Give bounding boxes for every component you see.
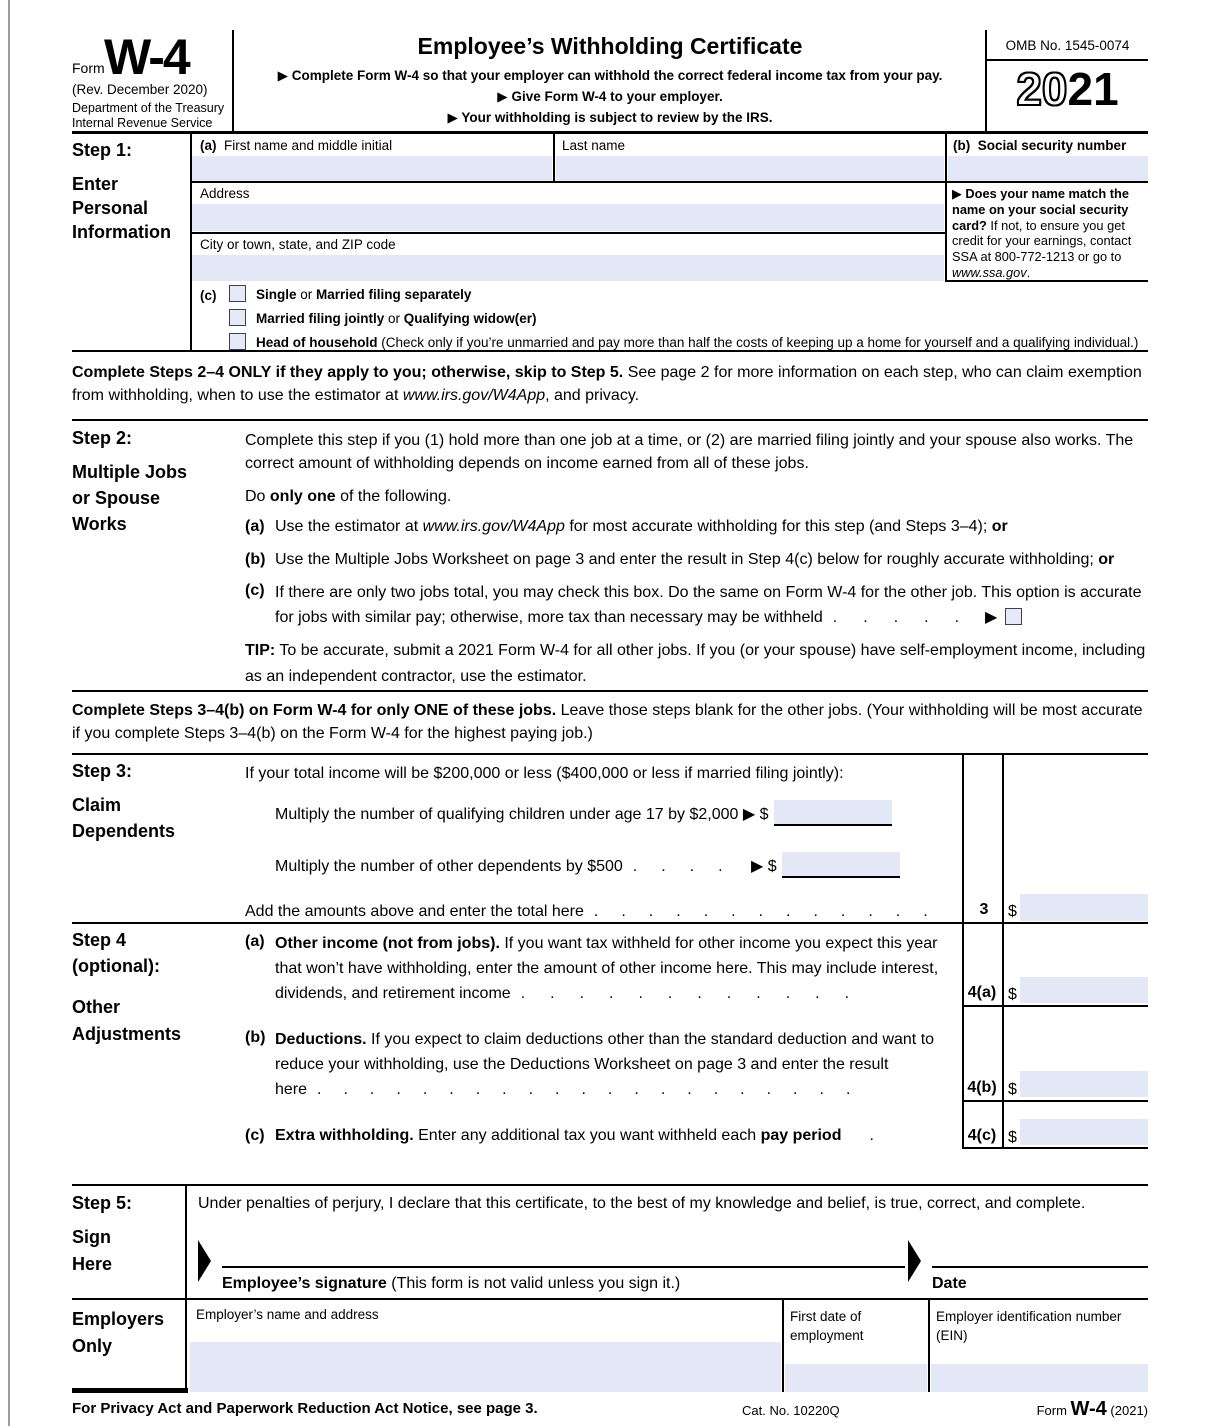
filing-status-married: [256, 311, 537, 326]
step1-ssn-rule: [945, 134, 947, 281]
dollar-sign: $: [1008, 1129, 1017, 1146]
form-name-large: W-4: [104, 29, 189, 85]
step4-label: Step 4: [72, 930, 127, 950]
signature-arrow-icon: [198, 1240, 211, 1282]
step4-sublabel: Other Adjustments: [72, 997, 182, 1044]
employer-name-label: Employer’s name and address: [196, 1307, 379, 1322]
step3-line2: [275, 852, 900, 879]
step3-bottom-rule: [72, 922, 1148, 924]
bullet-2-text: Give Form W-4 to your employer.: [511, 89, 723, 104]
address-label: Address: [200, 186, 250, 201]
note24-rule: [72, 419, 1148, 421]
row2-rule: [190, 232, 946, 234]
date-arrow-icon: [908, 1240, 921, 1282]
privacy-notice: For Privacy Act and Paperwork Reduction Act Notice, see page 3.: [72, 1400, 538, 1417]
step3-line3: [245, 901, 951, 924]
step2a-or: or: [991, 518, 1008, 535]
ein-input[interactable]: [931, 1364, 1148, 1392]
step3-line2-dots: ....: [632, 858, 747, 875]
ssa-name-note: [952, 186, 1150, 281]
form-revision: (Rev. December 2020): [72, 82, 208, 97]
note34-bold: Complete Steps 3–4(b) on Form W-4 for only ONE of these jobs.: [72, 702, 557, 719]
note34-text: Leave those steps blank for the other jobs. (Your withholding will be most accurate if you complete Steps 3–4(b) on the Form W-4 for the highest paying job.): [72, 702, 1143, 742]
page-left-edge: [8, 0, 10, 1426]
step2b-text: [275, 549, 1150, 572]
employers-label: Employers Only: [72, 1309, 165, 1356]
step4-label-optional: (optional):: [72, 956, 160, 976]
step2-label: Step 2:: [72, 428, 133, 448]
step2c-dots: .....: [832, 609, 986, 626]
step1-sublabel: Enter Personal Information: [72, 174, 171, 242]
step3-sublabel: Claim Dependents: [72, 795, 176, 841]
irs-label: Internal Revenue Service: [72, 116, 213, 130]
step4a-bold: Other income (not from jobs).: [275, 935, 500, 952]
step4b-text-run: If you expect to claim deductions other than the standard deduction and want to reduce your withholding, use the Deductions Worksheet on page 3 and enter the result here: [275, 1031, 935, 1098]
step2a-tag: (a): [245, 518, 265, 535]
employers-heavy-rule: [72, 1388, 188, 1393]
tag-b: (b): [953, 138, 971, 153]
married-jointly-checkbox[interactable]: [229, 309, 246, 326]
step2a-text: [275, 516, 1150, 539]
tag-c: (c): [200, 288, 217, 303]
tax-year: [987, 62, 1148, 116]
signature-label-rest: (This form is not valid unless you sign it.): [386, 1275, 681, 1292]
signature-label-bold: Employee’s signature: [222, 1275, 387, 1292]
first-name-label: [200, 138, 392, 153]
step4a-text-run: If you want tax withheld for other income you expect this year that won’t have withholding, enter the amount of other income here. This may include interest, dividends, and retirement income: [275, 935, 939, 1002]
other-income-input[interactable]: [1020, 977, 1148, 1003]
ssa-link: www.ssa.gov: [952, 264, 1027, 280]
filing3-rest: (Check only if you’re unmarried and pay more than half the costs of keeping up a home for yourself and a qualifying individual.): [377, 335, 1139, 350]
step2-do-line: [245, 486, 451, 509]
line4b-rule: [962, 1100, 1148, 1102]
step3-line1: [275, 800, 892, 827]
step2c-text: [275, 580, 1152, 630]
bullet-3-text: Your withholding is subject to review by the IRS.: [461, 110, 773, 125]
note24-text: See page 2 for more information on each step, who can claim exemption from withholding, when to use the estimator at: [72, 364, 1142, 404]
dollar-sign: $: [767, 858, 777, 875]
arrow-icon: ▶: [447, 110, 458, 125]
last-name-label: Last name: [562, 138, 626, 153]
ssa-note-period: .: [1026, 264, 1031, 280]
steps3-4-note: [72, 700, 1148, 745]
line4c-number: 4(c): [967, 1127, 997, 1144]
note34-rule: [72, 753, 1148, 755]
filing1-bold1: Single: [256, 287, 297, 302]
city-label: City or town, state, and ZIP code: [200, 237, 396, 252]
tip-bold: TIP:: [245, 642, 276, 659]
deductions-input[interactable]: [1020, 1071, 1148, 1097]
total-dependents-amount-input[interactable]: [1020, 894, 1148, 921]
employers-mid-rule1: [782, 1299, 784, 1392]
signature-label: [222, 1273, 680, 1296]
header-bottom-rule: [72, 131, 1148, 134]
head-of-household-checkbox[interactable]: [229, 333, 246, 350]
step4b-bold: Deductions.: [275, 1031, 367, 1048]
step1-label: Step 1:: [72, 140, 133, 160]
omb-underline: [985, 59, 1148, 61]
step4c-bold: Extra withholding.: [275, 1127, 414, 1144]
treasury-dept: Department of the Treasury: [72, 101, 225, 115]
step1-bottom-rule: [72, 350, 1148, 352]
address-input[interactable]: [192, 204, 944, 231]
step2c-text-run: If there are only two jobs total, you may check this box. Do the same on Form W-4 for the other job. This option is accurate for jobs with similar pay; otherwise, more tax than necessary may be withheld: [275, 584, 1142, 626]
step2-bottom-rule: [72, 690, 1148, 692]
employers-top-rule: [72, 1298, 1148, 1300]
date-label: Date: [932, 1275, 967, 1292]
step5-left-rule: [185, 1186, 187, 1298]
bullet-1-text: Complete Form W-4 so that your employer can withhold the correct federal income tax from your pay.: [291, 68, 943, 83]
line4b-number: 4(b): [967, 1079, 997, 1096]
ein-label: Employer identification number (EIN): [936, 1309, 1122, 1343]
arrow-icon: ▶: [277, 68, 288, 83]
step2c-tag: (c): [245, 582, 265, 599]
header-divider-left: [232, 30, 234, 132]
ssn-label: [953, 138, 1126, 153]
step4a-text: [275, 931, 953, 1006]
tag-a: (a): [200, 138, 217, 153]
footer-form-word: Form: [1036, 1403, 1067, 1418]
step4c-dots: .: [869, 1127, 874, 1144]
city-input[interactable]: [192, 255, 944, 281]
first-name-input[interactable]: [192, 156, 552, 181]
form-title: Employee’s Withholding Certificate: [417, 33, 803, 59]
perjury-statement: Under penalties of perjury, I declare that this certificate, to the best of my knowledge and belief, is true, correct, and complete.: [198, 1195, 1086, 1212]
ssa-note-bold: Does your name match the name on your social security card?: [952, 186, 1129, 233]
header-bullet-3: [240, 110, 980, 126]
line4a-rule: [962, 1005, 1148, 1007]
step2-tip: [245, 638, 1148, 690]
dollar-sign: $: [1008, 903, 1017, 920]
two-jobs-checkbox[interactable]: [1005, 608, 1022, 625]
catalog-number: Cat. No. 10220Q: [742, 1403, 840, 1418]
step2-sublabel: Multiple Jobs or Spouse Works: [72, 462, 188, 534]
step4c-tag: (c): [245, 1127, 265, 1144]
step4a-dots: ............: [520, 985, 875, 1002]
step4c-text-run: Enter any additional tax you want withheld each: [413, 1127, 761, 1144]
last-name-input[interactable]: [556, 156, 944, 181]
step4b-dots: .....................: [317, 1081, 873, 1098]
signature-line[interactable]: [222, 1266, 905, 1268]
arrow-icon: ▶: [985, 609, 998, 626]
footer-form-year: (2021): [1110, 1403, 1148, 1418]
steps2-4-note: [72, 362, 1148, 407]
filing1-bold2: Married filing separately: [316, 287, 472, 302]
step4c-text: [275, 1125, 965, 1148]
footer-form-name: W-4: [1070, 1398, 1107, 1420]
first-date-input[interactable]: [785, 1364, 927, 1392]
first-date-label: First date of employment: [790, 1309, 864, 1343]
step2a-pre: Use the estimator at: [275, 518, 423, 535]
employers-mid-rule2: [928, 1299, 930, 1392]
step3-line3-dots: .............: [593, 903, 951, 920]
extra-withholding-input[interactable]: [1020, 1119, 1148, 1145]
first-name-label-text: First name and middle initial: [224, 138, 393, 153]
row1-rule: [190, 181, 1148, 183]
step3-line1-text: Multiply the number of qualifying children under age 17 by $2,000: [275, 806, 739, 823]
filing-status-hoh: [256, 335, 1138, 350]
ssn-label-text: Social security number: [977, 138, 1127, 153]
dollar-sign: $: [1008, 986, 1017, 1003]
qualifying-children-amount-input[interactable]: [774, 800, 892, 826]
step4c-bold2: pay period: [760, 1127, 842, 1144]
do-pre: Do: [245, 488, 270, 505]
filing2-bold2: Qualifying widow(er): [403, 311, 537, 326]
arrow-icon: ▶: [952, 186, 966, 201]
step2b-text-run: Use the Multiple Jobs Worksheet on page 3 and enter the result in Step 4(c) below for roughly accurate withholding;: [275, 551, 1099, 568]
step4b-tag: (b): [245, 1029, 266, 1046]
step4a-tag: (a): [245, 933, 265, 950]
form-word: Form: [72, 60, 105, 76]
single-checkbox[interactable]: [229, 285, 246, 302]
step2-intro: Complete this step if you (1) hold more than one job at a time, or (2) are married filing jointly and your spouse also works. The correct amount of withholding depends on income earned from all of these jobs.: [245, 432, 1134, 472]
note24-bold: Complete Steps 2–4 ONLY if they apply to you; otherwise, skip to Step 5.: [72, 364, 624, 381]
line4a-number: 4(a): [967, 984, 997, 1001]
filing2-or: or: [384, 311, 404, 326]
step5-label: Step 5:: [72, 1193, 133, 1213]
do-post: of the following.: [335, 488, 452, 505]
year-solid: 21: [1067, 63, 1119, 115]
filing3-bold1: Head of household: [256, 335, 378, 350]
note24-link: www.irs.gov/W4App: [402, 386, 546, 404]
step2a-post: for most accurate withholding for this step (and Steps 3–4);: [564, 518, 992, 535]
step5-top-rule: [72, 1184, 1148, 1186]
dollar-sign: $: [1008, 1081, 1017, 1098]
line3-number: 3: [979, 901, 989, 918]
tip-text: To be accurate, submit a 2021 Form W-4 for all other jobs. If you (or your spouse) have self-employment income, including as an independent contractor, use the estimator.: [245, 642, 1146, 685]
arrow-icon: ▶: [742, 806, 756, 823]
step5-sublabel: Sign Here: [72, 1227, 113, 1274]
note24-post: , and privacy.: [545, 386, 640, 404]
header-bullet-1: [240, 68, 980, 84]
employers-left-rule: [185, 1299, 187, 1392]
step2b-tag: (b): [245, 551, 266, 568]
filing1-or: or: [296, 287, 317, 302]
step3-intro: If your total income will be $200,000 or less ($400,000 or less if married filing jointly):: [245, 765, 844, 782]
step4b-text: [275, 1027, 953, 1102]
step1-name-rule: [553, 134, 555, 181]
step2a-link: www.irs.gov/W4App: [422, 518, 565, 535]
omb-number: OMB No. 1545-0074: [1005, 38, 1130, 53]
employer-name-input[interactable]: [190, 1342, 781, 1392]
other-dependents-amount-input[interactable]: [782, 852, 900, 878]
ssn-input[interactable]: [948, 156, 1148, 181]
header-bullet-2: [240, 89, 980, 105]
filing-status-single: [256, 287, 471, 302]
step3-label: Step 3:: [72, 761, 133, 781]
ssa-note-text: If not, to ensure you get credit for your earnings, contact SSA at 800-772-1213 or go to: [952, 217, 1132, 265]
dollar-sign: $: [759, 806, 769, 823]
arrow-icon: ▶: [751, 858, 764, 875]
do-bold: only one: [269, 488, 336, 505]
step3-line2-text: Multiply the number of other dependents by $500: [275, 858, 623, 875]
year-outline: 20: [1016, 63, 1068, 115]
step3-line3-text: Add the amounts above and enter the total here: [245, 903, 584, 920]
line4c-rule: [962, 1147, 1148, 1149]
step2b-or: or: [1098, 551, 1115, 568]
ssa-note-rule: [945, 280, 1148, 282]
date-line[interactable]: [932, 1266, 1148, 1268]
footer-form-id: [1037, 1398, 1148, 1421]
filing2-bold1: Married filing jointly: [256, 311, 385, 326]
arrow-icon: ▶: [497, 89, 508, 104]
